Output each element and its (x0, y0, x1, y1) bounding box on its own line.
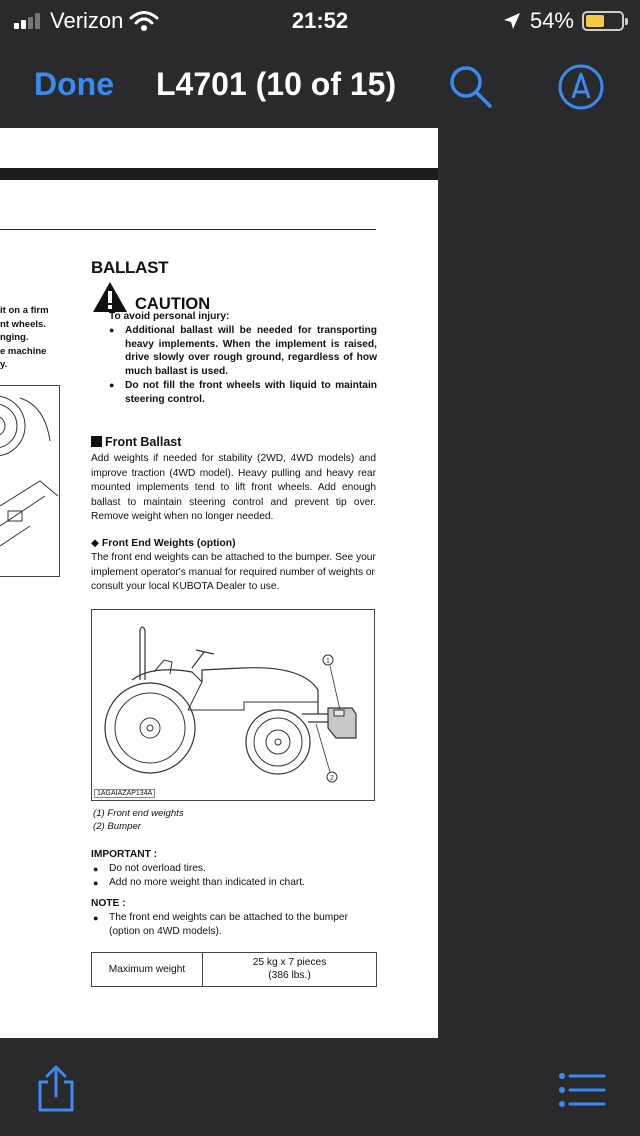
list-icon[interactable] (558, 1072, 606, 1108)
note-item: ● The front end weights can be attached to the bumper (option on 4WD models). (91, 911, 377, 939)
battery-fill (586, 15, 604, 27)
caution-item: ● Additional ballast will be needed for transporting heavy implements. When the implement is raised, drive slowly over rough ground, regardless of how much ballast is used. (109, 324, 377, 379)
search-icon[interactable] (446, 62, 494, 110)
header-rule (0, 229, 376, 230)
left-line: nt wheels. (0, 318, 46, 330)
important-item: ● Do not overload tires. (91, 862, 305, 876)
markup-icon[interactable] (556, 62, 606, 112)
document-title: L4701 (10 of 15) (156, 66, 397, 102)
important-heading: IMPORTANT : (91, 849, 158, 860)
battery-icon (582, 11, 624, 31)
nav-bar (0, 42, 640, 128)
front-ballast-text: Add weights if needed for stability (2WD, 4WD models) and improve traction (4WD model). Heavy pulling and heavy rear mounted implements tend to lift front wheels. Add enough ballast to maintain steering control and prevent tip over. Remove weight when no longer needed. (91, 453, 376, 523)
left-figure-fragment (0, 385, 60, 577)
bottom-toolbar (0, 1038, 640, 1136)
tractor-illustration (92, 610, 374, 790)
note-list (91, 911, 377, 939)
front-ballast-heading (91, 435, 181, 449)
important-list (91, 862, 305, 890)
left-line: nging. (0, 332, 29, 343)
figure-code: 1AGAIAZAP134A (94, 789, 155, 798)
weight-table (91, 952, 377, 987)
share-icon[interactable] (34, 1064, 78, 1114)
left-line: y. (0, 359, 8, 370)
important-item: ● Add no more weight than indicated in chart. (91, 876, 305, 890)
battery-percent: 54% (529, 8, 574, 33)
left-line: it on a firm (0, 305, 49, 316)
weight-table-value (203, 953, 376, 986)
callout-2: 2 (330, 775, 334, 782)
front-end-weights-heading: ◆ Front End Weights (option) (91, 538, 236, 549)
done-button[interactable]: Done (34, 66, 114, 102)
caution-title: CAUTION (135, 295, 211, 313)
previous-page-edge (0, 128, 438, 168)
important-block (91, 848, 305, 890)
weight-value-line2: (386 lbs.) (268, 969, 311, 981)
document-viewer[interactable] (0, 128, 640, 1038)
carrier-label: Verizon (50, 8, 124, 33)
caption-2: (2) Bumper (93, 820, 141, 832)
pdf-page (0, 180, 438, 1038)
caution-list (109, 324, 377, 406)
caution-item: ● Do not fill the front wheels with liquid to maintain steering control. (109, 379, 377, 406)
status-bar (0, 0, 640, 42)
front-end-weights-text: The front end weights can be attached to the bumper. See your implement operator's manual for required number of weights or consult your local KUBOTA Dealer to use. (91, 552, 376, 593)
figure-captions (93, 808, 184, 834)
weight-value-line1: 25 kg x 7 pieces (252, 957, 327, 968)
caption-1: (1) Front end weights (93, 808, 184, 819)
status-right (502, 8, 624, 34)
location-arrow-icon (502, 11, 522, 31)
clock: 21:52 (291, 8, 349, 33)
square-bullet-icon (91, 436, 102, 447)
section-title: BALLAST (91, 258, 169, 277)
warning-icon (91, 280, 129, 314)
front-ballast-heading-text: Front Ballast (105, 435, 182, 449)
tractor-figure (91, 609, 375, 801)
caution-subtitle: To avoid personal injury: (109, 311, 230, 322)
note-heading: NOTE : (91, 898, 126, 909)
callout-1: 1 (326, 658, 330, 665)
page-separator (0, 168, 438, 180)
left-column-text (0, 304, 62, 372)
weight-table-label: Maximum weight (92, 953, 203, 986)
note-block (91, 897, 377, 939)
left-line: e machine (0, 345, 47, 357)
